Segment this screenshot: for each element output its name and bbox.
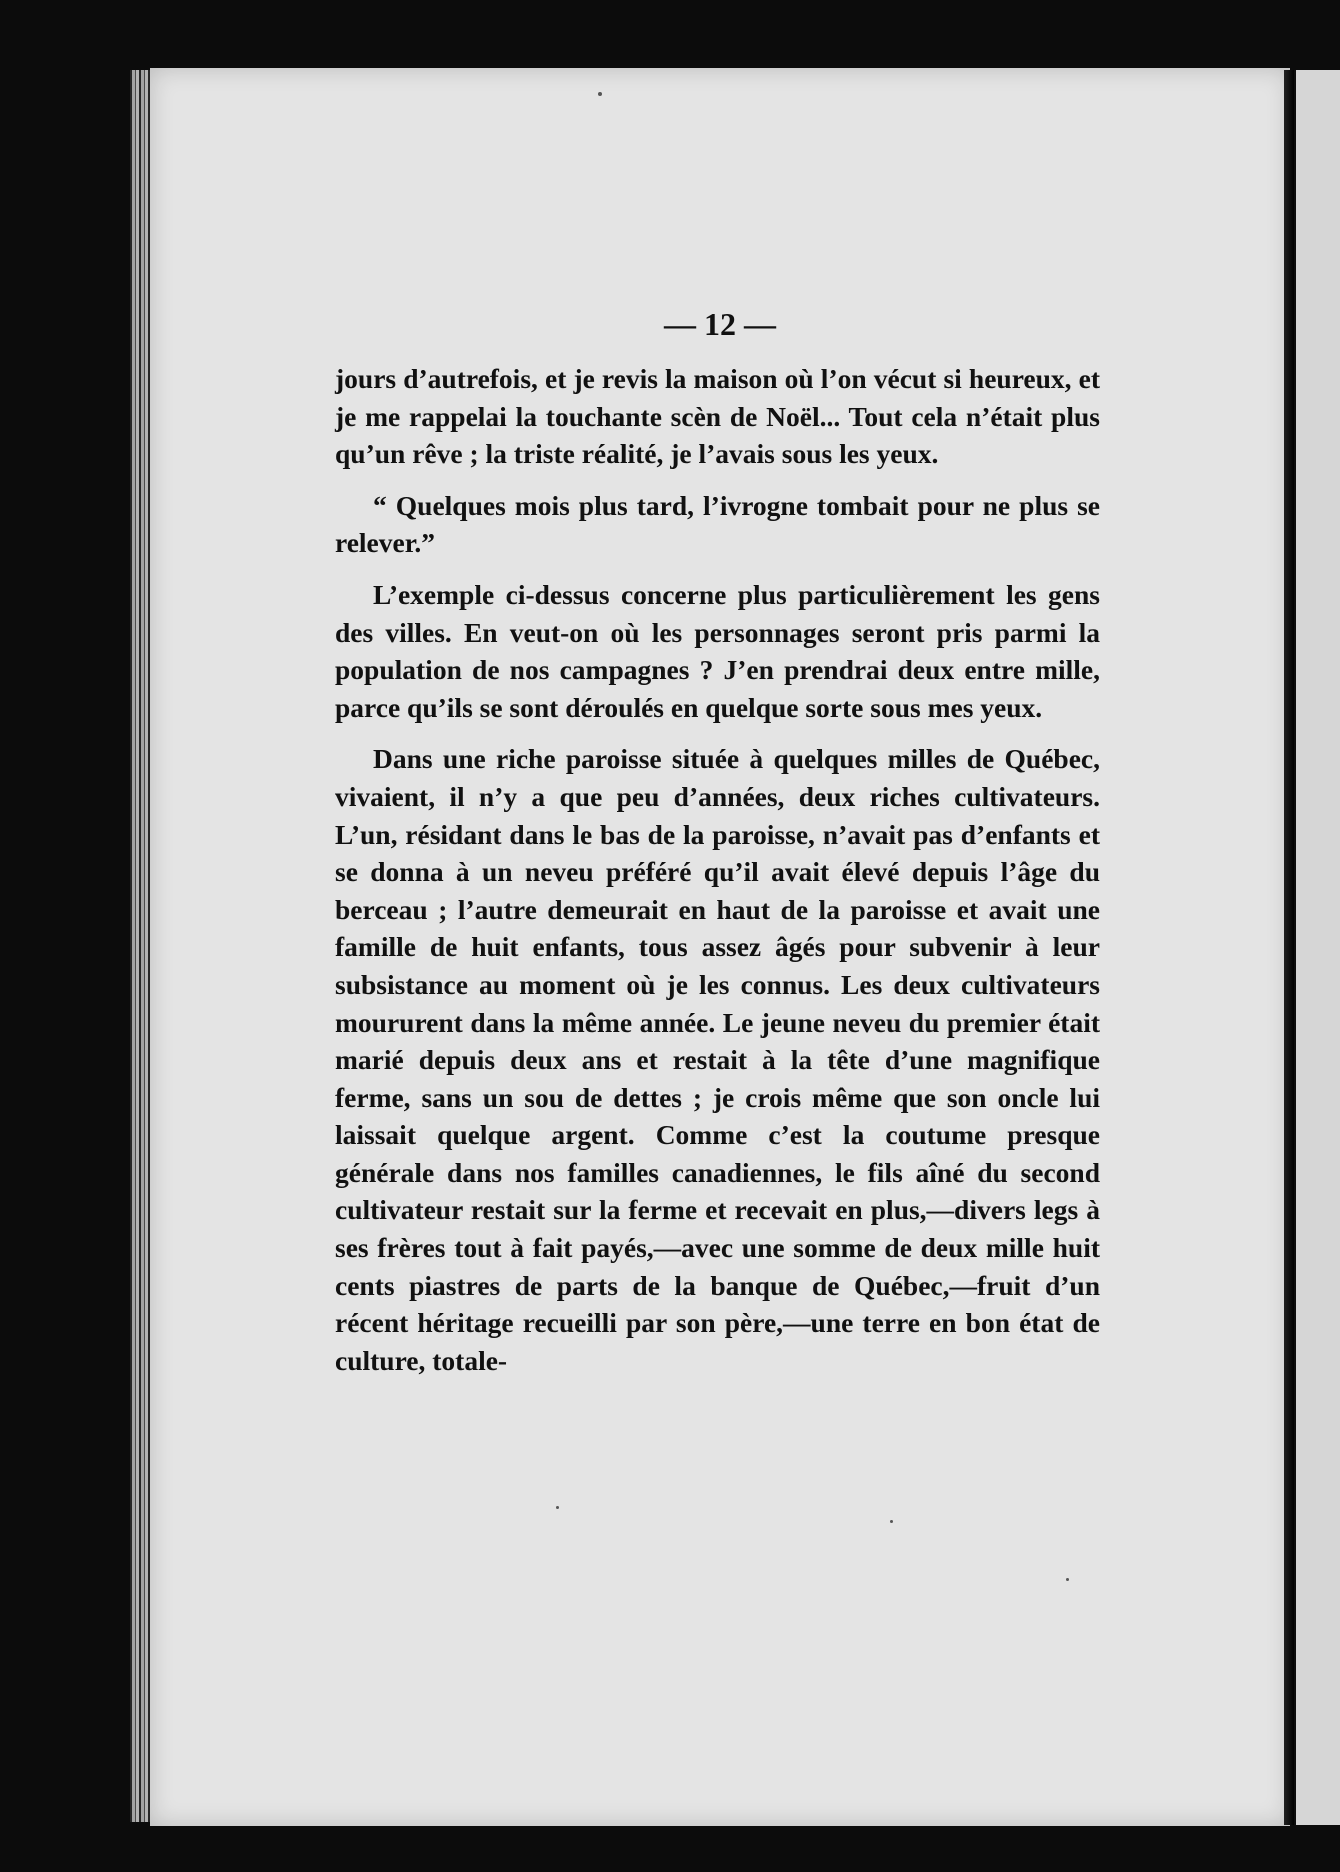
paragraph-4: Dans une riche paroisse située à quelques milles de Québec, vivaient, il n’y a que peu d’années, deux riches cultivateurs. L’un, résidant dans le bas de la paroisse, n’avait pas d’enfants et se donna à un neveu préféré qu’il avait élevé depuis l’âge du berceau ; l’autre demeurait en haut de la paroisse et avait une famille de huit enfants, tous assez âgés pour subvenir à leur subsistance au moment où je les connus. Les deux cultivateurs moururent dans la même année. Le jeune neveu du premier était marié depuis deux ans et restait à la tête d’une magnifique ferme, sans un sou de dettes ; je crois même que son oncle lui laissait quelque argent. Comme c’est la coutume presque générale dans nos familles canadiennes, le fils aîné du second cultivateur restait sur la ferme et recevait en plus,—divers legs à ses frères tout à fait payés,—avec une somme de deux mille huit cents piastres de parts de la banque de Québec,—fruit d’un récent héritage recueilli par son père,—une terre en bon état de culture, totale-: [335, 743, 1100, 1376]
body-text: [335, 360, 1100, 1393]
print-speck: [1066, 1578, 1069, 1581]
paragraph-2: “ Quelques mois plus tard, l’ivrogne tombait pour ne plus se relever.”: [335, 489, 1100, 559]
page-number: — 12 —: [664, 306, 776, 342]
print-speck: [598, 92, 602, 96]
print-speck: [556, 1506, 559, 1509]
next-page-edge: [1296, 70, 1340, 1825]
paragraph-1: jours d’autrefois, et je revis la maison où l’on vécut si heureux, et je me rappelai la touchante scèn de Noël... Tout cela n’était plus qu’un rêve ; la triste réalité, je l’avais sous les yeux.: [335, 363, 1100, 470]
print-speck: [890, 1520, 893, 1523]
paragraph-3: L’exemple ci-dessus concerne plus particulièrement les gens des villes. En veut-on où les personnages seront pris parmi la population de nos campagnes ? J’en prendrai deux entre mille, parce qu’ils se sont déroulés en quelque sorte sous mes yeux.: [335, 578, 1100, 723]
